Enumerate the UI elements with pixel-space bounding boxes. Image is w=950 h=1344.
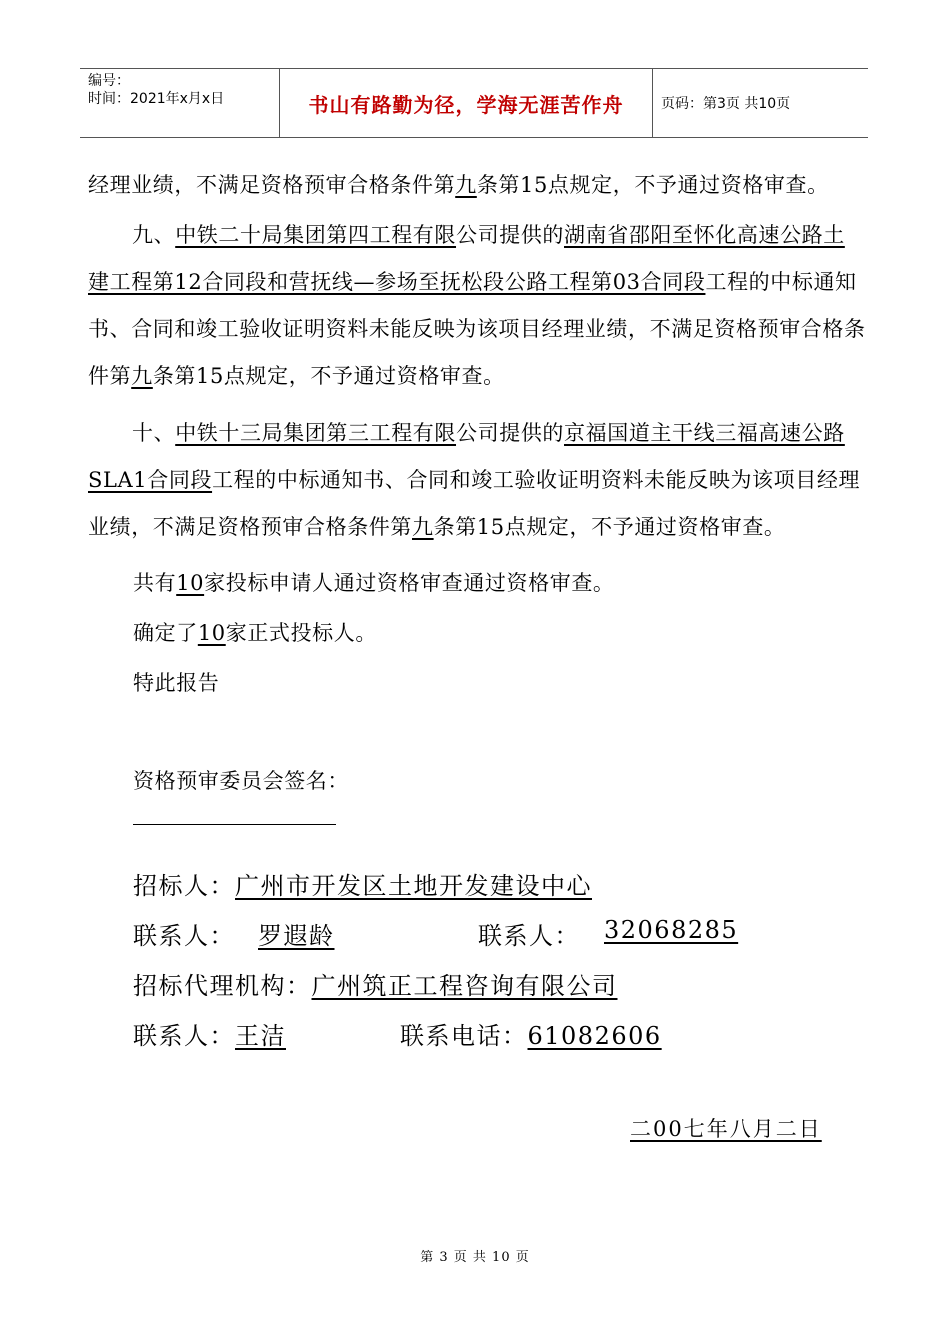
agency-name: 广州筑正工程咨询有限公司: [311, 972, 618, 1000]
agency-label: 招标代理机构：: [133, 972, 312, 1000]
clause-number: 九: [455, 173, 477, 197]
company-name: 中铁二十局集团第四工程有限: [175, 223, 457, 247]
project-name: 京福国道主干线三福高速公路SLA1合同段: [88, 421, 845, 492]
header-time: 时间：2021年x月x日: [88, 91, 225, 107]
phone-row: [400, 1016, 662, 1051]
header-motto: 书山有路勤为径，学海无涯苦作舟: [280, 69, 653, 137]
report-closing: 特此报告: [133, 671, 220, 695]
tenderer-label: 招标人：: [133, 872, 235, 900]
company-name: 中铁十三局集团第三工程有限: [175, 421, 457, 445]
contact-label: 联系人：: [133, 922, 235, 950]
paragraph-item-10: 十、中铁十三局集团第三工程有限公司提供的京福国道主干线三福高速公路SLA1合同段工程的中标通知书、合同和竣工验收证明资料未能反映为该项目经理业绩，不满足资格预审合格条件第九条第15点规定，不予通过资格审查。: [88, 421, 861, 539]
paragraph-continued: 经理业绩，不满足资格预审合格条件第九条第15点规定，不予通过资格审查。: [88, 173, 829, 197]
contact-label: 联系人：: [478, 922, 580, 950]
page-header: [80, 68, 868, 138]
contact-label: 联系人：: [133, 1022, 235, 1050]
project-name: 湖南省邵阳至怀化高速公路土建工程第12合同段和营抚线—参场至抚松段公路工程第03合同段: [88, 223, 845, 294]
clause-number: 九: [412, 515, 434, 539]
confirm-summary: 确定了10家正式投标人。: [133, 621, 377, 645]
agency-row: [133, 966, 618, 1001]
committee-signature-label: 资格预审委员会签名：: [133, 769, 349, 793]
pass-summary: 共有10家投标申请人通过资格审查通过资格审查。: [133, 571, 615, 595]
contact-row-3: [133, 1016, 286, 1051]
contact-name-1: 罗遐龄: [258, 922, 335, 950]
header-number: 编号：: [88, 73, 130, 89]
contact-row-2: [478, 916, 580, 951]
contact-phone-1: 32068285: [604, 916, 739, 944]
phone-label: 联系电话：: [400, 1022, 528, 1050]
pass-count: 10: [176, 571, 205, 595]
page-footer: 第 3 页 共 10 页: [420, 1250, 530, 1265]
header-page: 页码：第3页 共10页: [661, 96, 791, 112]
paragraph-item-9: 九、中铁二十局集团第四工程有限公司提供的湖南省邵阳至怀化高速公路土建工程第12合同段和营抚线—参场至抚松段公路工程第03合同段工程的中标通知书、合同和竣工验收证明资料未能反映为该项目经理业绩，不满足资格预审合格条件第九条第15点规定，不予通过资格审查。: [88, 223, 866, 388]
phone-number: 61082606: [527, 1022, 662, 1050]
contact-row-1: [133, 916, 235, 951]
document-date: 二00七年八月二日: [630, 1117, 822, 1141]
tenderer-name: 广州市开发区土地开发建设中心: [235, 872, 592, 900]
clause-number: 九: [131, 364, 153, 388]
confirm-count: 10: [197, 621, 226, 645]
tenderer-row: [133, 866, 592, 901]
contact-name-3: 王洁: [235, 1022, 286, 1050]
signature-line: [133, 824, 336, 825]
header-meta: [80, 69, 280, 137]
